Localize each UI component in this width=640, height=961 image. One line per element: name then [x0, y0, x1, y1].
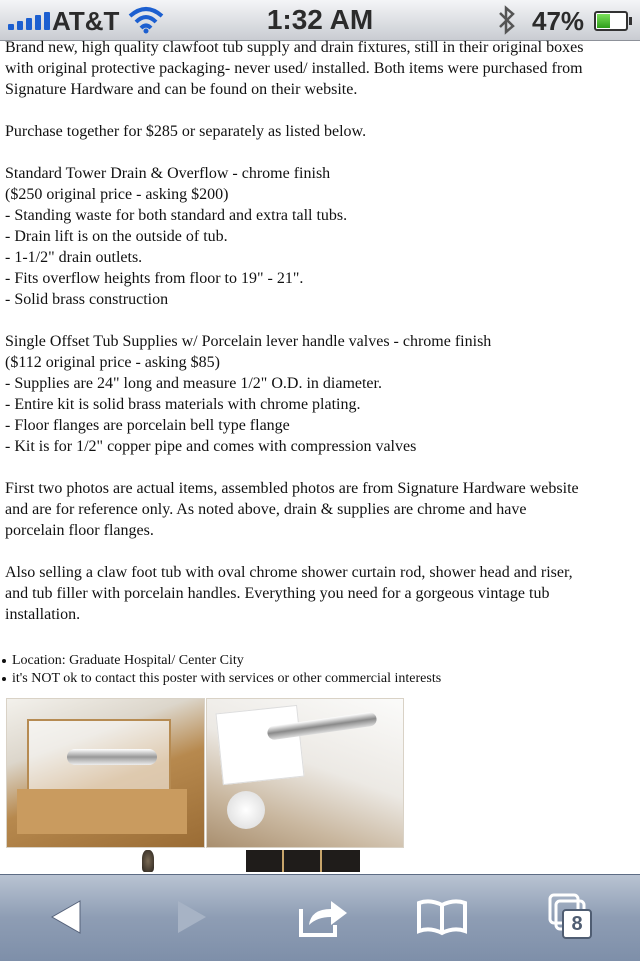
listing-text-line: - Supplies are 24" long and measure 1/2" O.D. in diameter.: [5, 375, 382, 392]
listing-text-line: - Drain lift is on the outside of tub.: [5, 228, 228, 245]
listing-paragraph: [5, 37, 635, 100]
listing-paragraph: [5, 121, 635, 142]
listing-text-line: - Fits overflow heights from floor to 19" - 21".: [5, 270, 304, 287]
status-bar: [0, 0, 640, 41]
listing-text-line: with original protective packaging- never used/ installed. Both items were purchased from: [5, 60, 583, 77]
listing-text-line: installation.: [5, 606, 81, 623]
forward-arrow-icon: [172, 897, 212, 937]
back-arrow-icon: [46, 897, 86, 937]
listing-text-line: ($112 original price - asking $85): [5, 354, 220, 371]
listing-text-line: - Solid brass construction: [5, 291, 169, 308]
back-button[interactable]: [34, 887, 98, 947]
listing-text-line: Brand new, high quality clawfoot tub supply and drain fixtures, still in their original boxes: [5, 39, 584, 56]
browser-toolbar: [0, 874, 640, 961]
bluetooth-icon: [496, 5, 518, 40]
listing-paragraph: [5, 163, 635, 310]
listing-text-line: and tub filler with porcelain handles. Everything you need for a gorgeous vintage tub: [5, 585, 550, 602]
battery-icon: [594, 11, 628, 31]
battery-level-fill: [597, 14, 610, 28]
listing-text-line: Single Offset Tub Supplies w/ Porcelain lever handle valves - chrome finish: [5, 333, 492, 350]
listing-text-line: - Standing waste for both standard and extra tall tubs.: [5, 207, 348, 224]
listing-text-line: - Entire kit is solid brass materials with chrome plating.: [5, 396, 361, 413]
photo-drain-box[interactable]: [6, 698, 205, 848]
listing-text-line: - Kit is for 1/2" copper pipe and comes with compression valves: [5, 438, 417, 455]
clock: 1:32 AM: [266, 4, 374, 35]
listing-text-line: ($250 original price - asking $200): [5, 186, 229, 203]
listing-paragraph: [5, 478, 635, 541]
listing-body: [5, 37, 635, 646]
photo-tub-supplies[interactable]: [206, 698, 404, 848]
listing-text-line: Signature Hardware and can be found on their website.: [5, 81, 358, 98]
forward-button[interactable]: [160, 887, 224, 947]
photo-thumbnail-faucet[interactable]: [142, 850, 154, 872]
listing-meta: [2, 652, 632, 688]
battery-percent: 47%: [532, 6, 585, 36]
listing-text-line: First two photos are actual items, assembled photos are from Signature Hardware website: [5, 480, 579, 497]
photo-thumbnail-dark[interactable]: [246, 850, 360, 872]
listing-text-line: Standard Tower Drain & Overflow - chrome finish: [5, 165, 331, 182]
listing-text-line: Purchase together for $285 or separately as listed below.: [5, 123, 367, 140]
location-item: Location: Graduate Hospital/ Center City: [2, 652, 632, 670]
listing-paragraph: [5, 562, 635, 625]
listing-text-line: porcelain floor flanges.: [5, 522, 154, 539]
share-button[interactable]: [292, 887, 356, 947]
listing-text-line: and are for reference only. As noted above, drain & supplies are chrome and have: [5, 501, 527, 518]
bookmarks-icon: [416, 897, 468, 937]
share-icon: [297, 895, 351, 939]
listing-text-line: - Floor flanges are porcelain bell type flange: [5, 417, 290, 434]
tab-count: 8: [562, 909, 592, 939]
tabs-button[interactable]: [540, 887, 604, 947]
bookmarks-button[interactable]: [410, 887, 474, 947]
listing-paragraph: [5, 331, 635, 457]
listing-text-line: - 1-1/2" drain outlets.: [5, 249, 143, 266]
contact-notice-item: it's NOT ok to contact this poster with services or other commercial interests: [2, 670, 632, 688]
carrier-name: AT&T: [52, 6, 120, 36]
listing-text-line: Also selling a claw foot tub with oval chrome shower curtain rod, shower head and riser,: [5, 564, 573, 581]
